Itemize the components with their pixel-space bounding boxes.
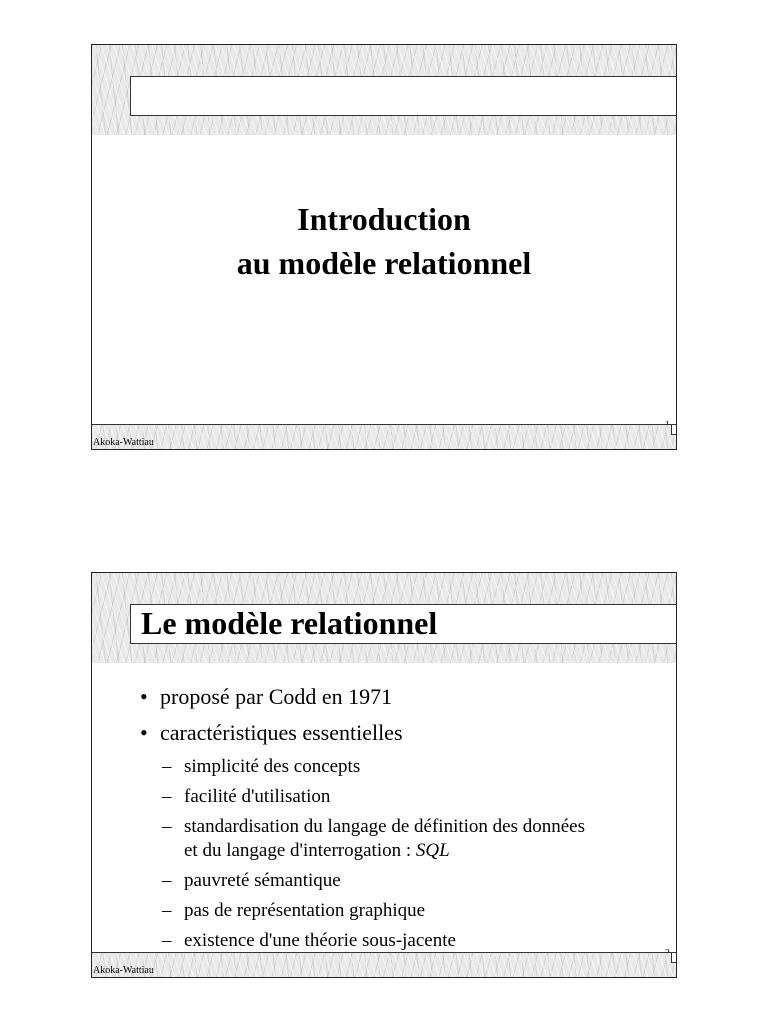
sub-item-continuation: et du langage d'interrogation : [184,840,416,861]
sub-item [162,929,456,953]
sub-item-text: facilité d'utilisation [184,786,331,807]
footer-author: Akoka-Wattiau [93,437,154,448]
bullet-dot: • [140,684,148,709]
slide-footer-band [92,424,676,449]
bullet-dot: • [140,720,148,745]
slide-center-title [92,197,676,285]
slide-title: Le modèle relationnel [141,605,438,641]
sub-dash: – [162,870,172,891]
sql-emphasis: SQL [415,840,450,861]
sub-item-text: pauvreté sémantique [184,870,341,891]
page-marker [671,952,677,963]
sub-item-text: pas de représentation graphique [184,900,426,921]
sub-item [162,815,585,863]
sub-dash: – [162,816,172,837]
sub-item-text: existence d'une théorie sous-jacente [184,930,456,951]
center-title-line-1: Introduction [297,201,471,237]
sub-item [162,755,360,779]
slide-footer-band [92,952,676,977]
slide-title-box [130,76,677,116]
sub-dash: – [162,756,172,777]
slide-2 [91,572,677,978]
sub-item [162,785,330,809]
bullet-text: caractéristiques essentielles [160,720,403,745]
sub-item-text: standardisation du langage de définition des données [184,816,586,837]
page-marker [671,424,677,435]
slide-1 [91,44,677,450]
sub-dash: – [162,900,172,921]
sub-item [162,869,341,893]
sub-item [162,899,425,923]
slide-title-box [130,604,677,644]
bullet-item [140,684,392,710]
bullet-item [140,720,403,746]
center-title-line-2: au modèle relationnel [236,245,532,281]
sub-dash: – [162,786,172,807]
sub-item-text: simplicité des concepts [184,756,361,777]
footer-author: Akoka-Wattiau [93,965,154,976]
bullet-text: proposé par Codd en 1971 [160,684,393,709]
sub-dash: – [162,930,172,951]
